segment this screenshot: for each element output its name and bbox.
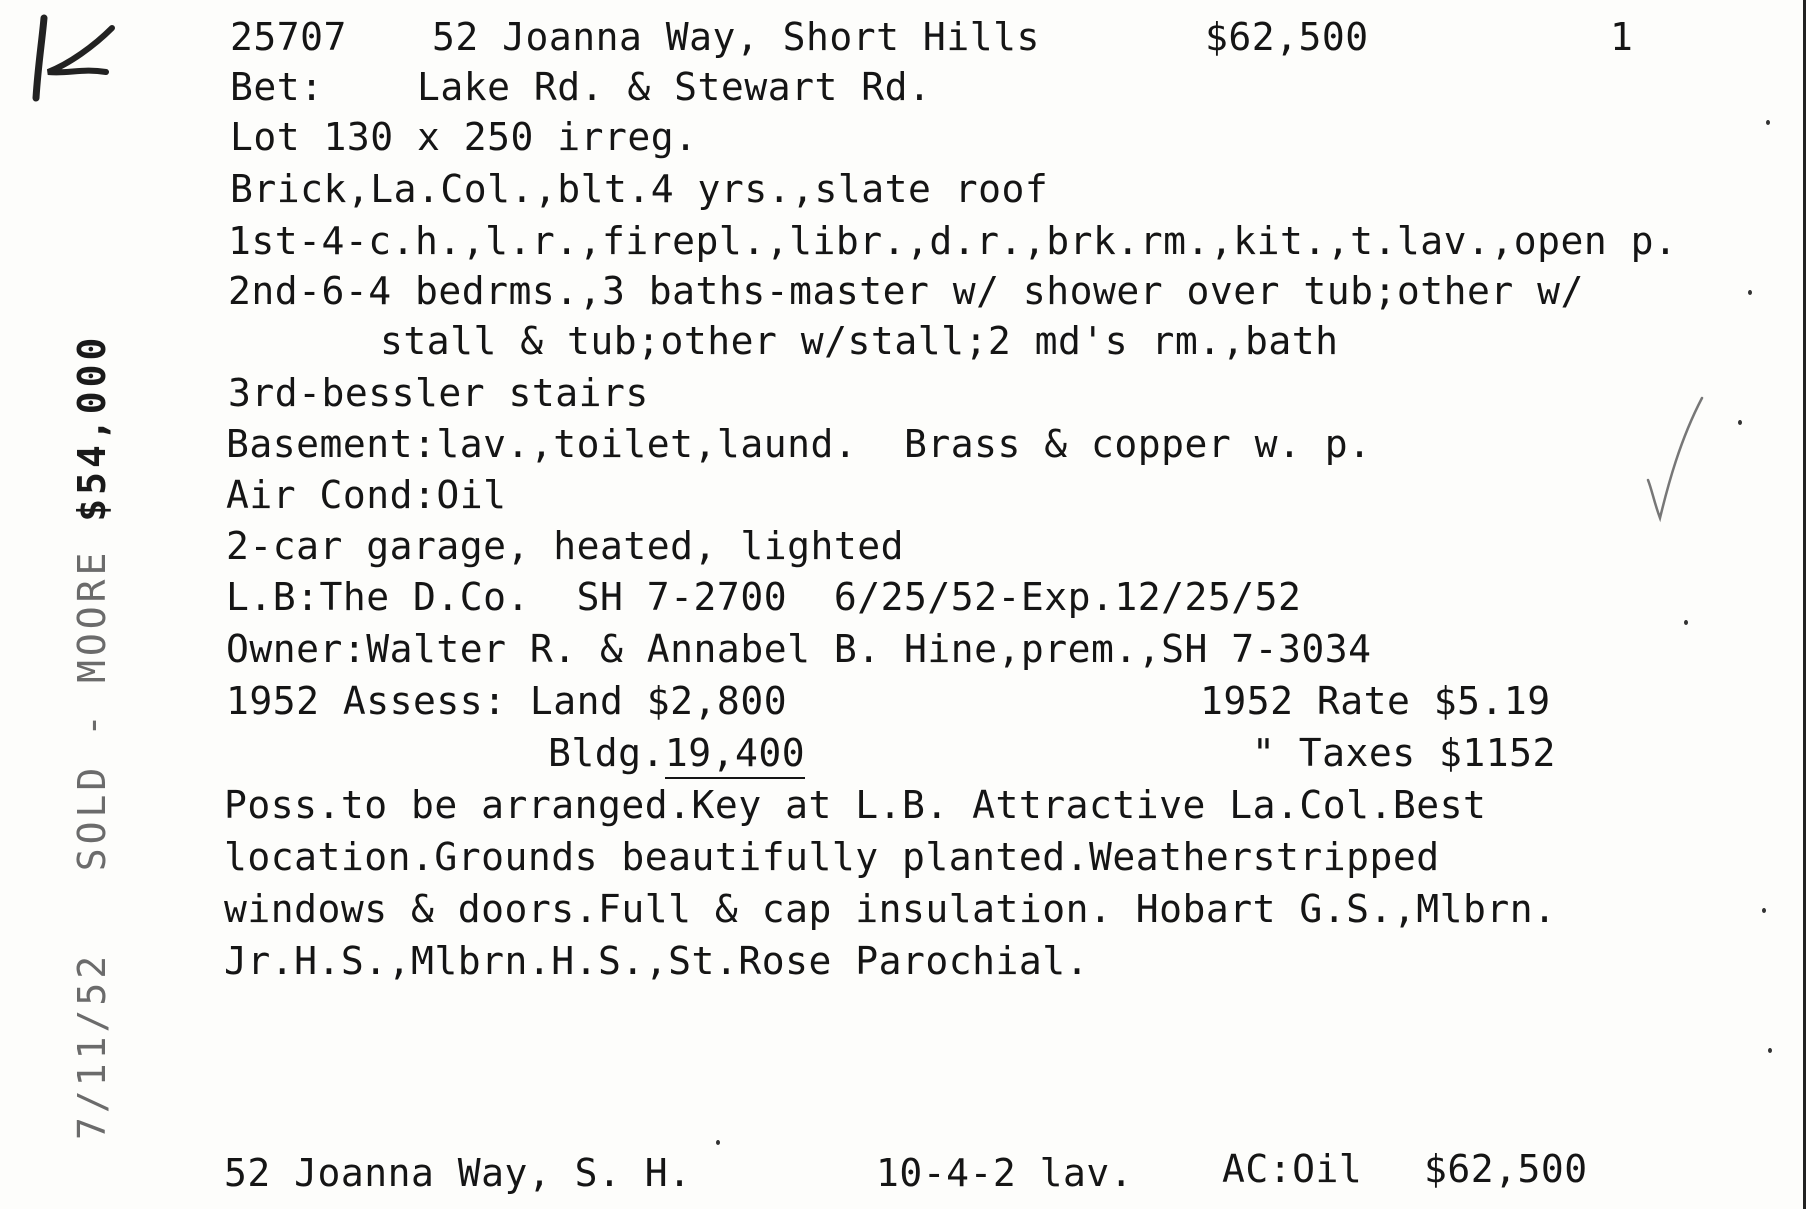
listing-broker: L.B:The D.Co. SH 7-2700 6/25/52-Exp.12/25/52: [226, 575, 1302, 619]
owner-info: Owner:Walter R. & Annabel B. Hine,prem.,SH 7-3034: [226, 627, 1372, 671]
footer-address: 52 Joanna Way, S. H.: [224, 1151, 692, 1195]
assessment-building-label: Bldg.19,400: [548, 734, 805, 772]
assessment-building-value: 19,400: [665, 731, 805, 779]
sold-price: $54,000: [70, 333, 114, 522]
first-floor-rooms: 1st-4-c.h.,l.r.,firepl.,libr.,d.r.,brk.rm.,kit.,t.lav.,open p.: [228, 219, 1678, 263]
second-floor-rooms-cont: stall & tub;other w/stall;2 md's rm.,bath: [380, 319, 1339, 363]
lot-size: Lot 130 x 250 irreg.: [230, 115, 698, 159]
remarks-line-2: location.Grounds beautifully planted.Weatherstripped: [224, 835, 1440, 879]
footer-rooms: 10-4-2 lav.: [876, 1151, 1134, 1195]
assessment-rate: 1952 Rate $5.19: [1200, 679, 1551, 723]
remarks-line-3: windows & doors.Full & cap insulation. Hobart G.S.,Mlbrn.: [224, 887, 1557, 931]
check-mark-icon: [1640, 390, 1710, 530]
speck: [1766, 120, 1770, 125]
between-streets: Bet: Lake Rd. & Stewart Rd.: [230, 65, 932, 109]
assessment-land: 1952 Assess: Land $2,800: [226, 679, 788, 723]
remarks-line-4: Jr.H.S.,Mlbrn.H.S.,St.Rose Parochial.: [224, 939, 1089, 983]
remarks-line-1: Poss.to be arranged.Key at L.B. Attractive La.Col.Best: [224, 783, 1487, 827]
card-page-number: 1: [1610, 15, 1634, 59]
speck: [1768, 1048, 1772, 1053]
air-conditioning: Air Cond:Oil: [226, 473, 507, 517]
assessment-taxes: " Taxes $1152: [1252, 731, 1556, 775]
garage-details: 2-car garage, heated, lighted: [226, 524, 904, 568]
sold-date: 7/11/52: [70, 951, 114, 1140]
speck: [716, 1140, 720, 1145]
footer-price: $62,500: [1424, 1147, 1588, 1191]
listing-address: 52 Joanna Way, Short Hills: [432, 15, 1040, 59]
speck: [1738, 420, 1742, 425]
sold-stamp: [70, 334, 114, 1140]
second-floor-rooms: 2nd-6-4 bedrms.,3 baths-master w/ shower over tub;other w/: [228, 269, 1584, 313]
sold-text: SOLD - MOORE: [70, 548, 114, 872]
basement-details: Basement:lav.,toilet,laund. Brass & copper w. p.: [226, 422, 1372, 466]
speck: [1748, 290, 1752, 295]
footer-ac: AC:Oil: [1222, 1147, 1363, 1191]
third-floor: 3rd-bessler stairs: [228, 371, 649, 415]
listing-price: $62,500: [1205, 15, 1369, 59]
speck: [1762, 908, 1766, 913]
handwritten-k-mark: [14, 6, 124, 116]
construction-details: Brick,La.Col.,blt.4 yrs.,slate roof: [230, 167, 1049, 211]
speck: [1684, 620, 1688, 625]
listing-number: 25707: [230, 15, 347, 59]
